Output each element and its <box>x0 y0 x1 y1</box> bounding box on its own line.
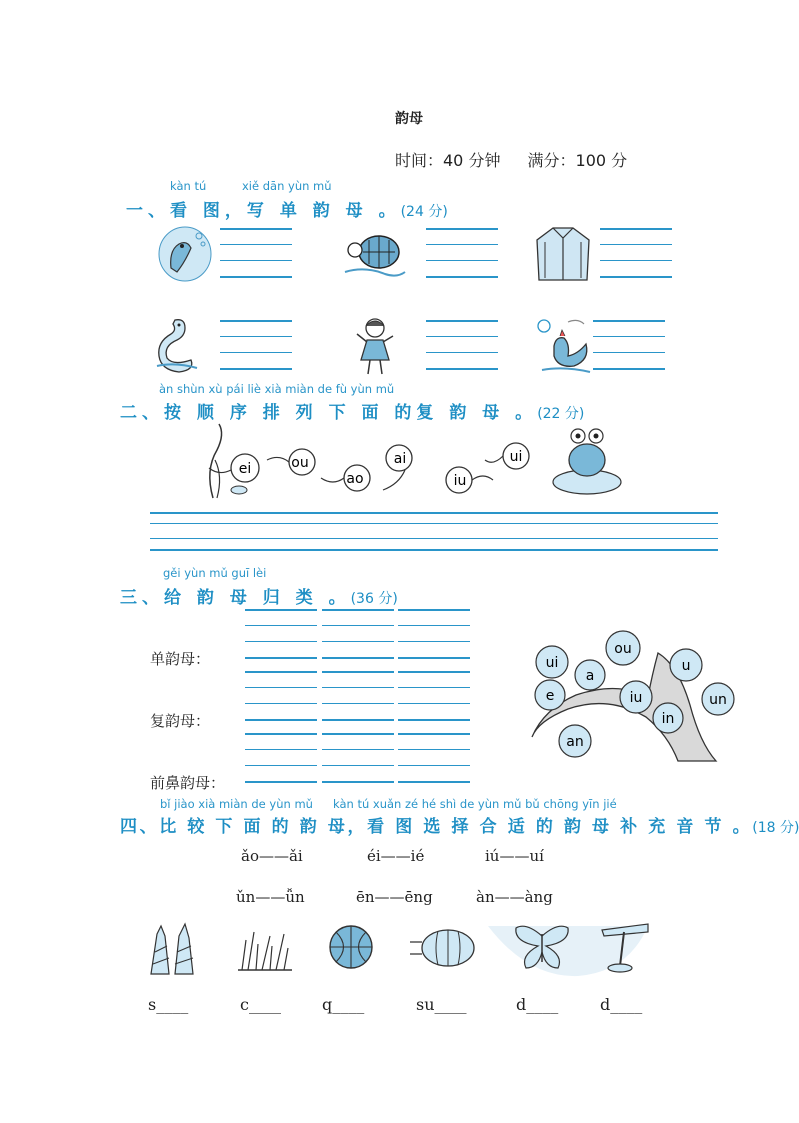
final-pair: éi——ié <box>367 847 425 865</box>
writing-line[interactable] <box>322 703 394 704</box>
writing-line[interactable] <box>245 671 317 673</box>
svg-text:iu: iu <box>629 690 643 706</box>
writing-line[interactable] <box>426 336 498 337</box>
final-pair: ǔn——ǚn <box>236 888 305 906</box>
svg-text:iu: iu <box>453 473 467 489</box>
writing-line[interactable] <box>322 765 394 766</box>
writing-line[interactable] <box>245 749 317 750</box>
section2-score: (22 分) <box>537 406 585 422</box>
category-single-finals: 单韵母： <box>150 650 211 668</box>
writing-line[interactable] <box>426 244 498 245</box>
writing-line[interactable] <box>322 609 394 611</box>
final-pair: ēn——ēng <box>356 888 433 906</box>
writing-line[interactable] <box>426 276 498 278</box>
writing-line[interactable] <box>245 781 317 783</box>
writing-line[interactable] <box>398 733 470 735</box>
section1-pinyin-b: xiě dān yùn mǔ <box>242 179 332 193</box>
writing-line[interactable] <box>245 625 317 626</box>
writing-line[interactable] <box>220 228 292 230</box>
svg-text:a: a <box>585 668 595 684</box>
writing-line[interactable] <box>426 368 498 370</box>
flower-e <box>535 680 565 710</box>
full-score: 满分：100 分 <box>527 151 628 170</box>
section1-heading <box>126 196 448 221</box>
writing-line[interactable] <box>600 228 672 230</box>
writing-line[interactable] <box>398 671 470 673</box>
writing-line[interactable] <box>245 641 317 642</box>
grass-icon <box>236 930 294 972</box>
svg-text:u: u <box>681 658 691 674</box>
writing-line[interactable] <box>150 512 718 514</box>
section1-pinyin-a: kàn tú <box>170 179 207 193</box>
svg-text:in: in <box>661 711 675 727</box>
goose-icon <box>155 316 199 376</box>
answer-blank-ball[interactable]: q____ <box>322 995 365 1014</box>
writing-line[interactable] <box>398 765 470 766</box>
answer-blank-lamp[interactable]: d____ <box>600 995 643 1014</box>
answer-blank-lantern[interactable]: su____ <box>416 995 467 1014</box>
flower-ui <box>536 646 568 678</box>
svg-text:e: e <box>545 688 555 704</box>
fish-icon <box>155 222 215 282</box>
flower-in <box>653 703 683 733</box>
flower-tree-illustration <box>528 625 736 765</box>
tadpole-ui <box>485 443 529 469</box>
desk-lamp-icon <box>598 922 652 974</box>
frog-icon <box>553 429 621 494</box>
svg-text:ei: ei <box>238 461 252 477</box>
writing-line[interactable] <box>322 641 394 642</box>
writing-line[interactable] <box>322 657 394 659</box>
flower-ou <box>606 631 640 665</box>
writing-line[interactable] <box>600 244 672 245</box>
rooster-icon <box>534 316 594 376</box>
writing-line[interactable] <box>593 336 665 337</box>
ball-icon <box>328 924 374 970</box>
turtle-icon <box>345 228 405 280</box>
category-compound-finals: 复韵母： <box>150 712 211 730</box>
time-limit: 时间：40 分钟 <box>395 151 501 170</box>
writing-line[interactable] <box>398 719 470 721</box>
section3-heading <box>120 583 398 608</box>
svg-text:ao: ao <box>346 471 364 487</box>
writing-line[interactable] <box>398 749 470 750</box>
writing-line[interactable] <box>245 657 317 659</box>
section3-title: 三、给 韵 母 归 类 。 <box>120 588 351 608</box>
flower-iu <box>620 681 652 713</box>
section2-pinyin: àn shùn xù pái liè xià miàn de fù yùn mǔ <box>159 382 395 396</box>
writing-line[interactable] <box>220 336 292 337</box>
section1-title: 一、看 图，写 单 韵 母 。 <box>126 201 401 221</box>
writing-line[interactable] <box>245 733 317 735</box>
section4-score: (18 分) <box>752 820 799 836</box>
writing-line[interactable] <box>150 523 718 524</box>
bamboo-shoot-icon <box>147 922 197 976</box>
section1-score: (24 分) <box>400 204 448 220</box>
writing-line[interactable] <box>398 703 470 704</box>
flower-u <box>670 649 702 681</box>
section2-title: 二、按 顺 序 排 列 下 面 的复 韵 母 。 <box>120 403 538 423</box>
writing-line[interactable] <box>150 538 718 539</box>
tadpole-illustration <box>195 420 635 502</box>
writing-line[interactable] <box>322 733 394 735</box>
page-title: 韵母 <box>395 111 423 127</box>
writing-line[interactable] <box>150 549 718 551</box>
writing-line[interactable] <box>322 687 394 688</box>
lantern-icon <box>408 926 482 970</box>
answer-blank-bamboo[interactable]: s____ <box>148 995 189 1014</box>
writing-line[interactable] <box>426 260 498 261</box>
writing-line[interactable] <box>398 781 470 783</box>
answer-blank-grass[interactable]: c____ <box>240 995 281 1014</box>
tadpole-ao <box>321 465 370 491</box>
writing-line[interactable] <box>398 657 470 659</box>
girl-dancing-icon <box>355 316 395 376</box>
writing-line[interactable] <box>426 320 498 322</box>
tadpole-ai <box>383 445 412 490</box>
writing-line[interactable] <box>322 749 394 750</box>
writing-line[interactable] <box>398 609 470 611</box>
writing-line[interactable] <box>322 781 394 783</box>
writing-line[interactable] <box>220 352 292 353</box>
svg-text:ou: ou <box>614 641 632 657</box>
section4-pinyin-a: bǐ jiào xià miàn de yùn mǔ <box>160 797 313 811</box>
svg-text:an: an <box>566 734 584 750</box>
flower-a <box>575 660 605 690</box>
writing-line[interactable] <box>245 765 317 766</box>
flower-an <box>559 725 591 757</box>
writing-line[interactable] <box>245 703 317 704</box>
flower-un <box>702 683 734 715</box>
exam-info <box>395 148 649 171</box>
butterfly-icon <box>512 922 572 972</box>
writing-line[interactable] <box>398 625 470 626</box>
writing-line[interactable] <box>600 276 672 278</box>
writing-line[interactable] <box>245 609 317 611</box>
svg-text:ui: ui <box>509 449 523 465</box>
writing-line[interactable] <box>593 368 665 370</box>
writing-line[interactable] <box>220 276 292 278</box>
tadpole-iu <box>446 467 493 493</box>
svg-text:un: un <box>709 692 727 708</box>
shirt-icon <box>535 224 591 282</box>
final-pair: àn——àng <box>476 888 553 906</box>
svg-text:ai: ai <box>393 451 407 467</box>
writing-line[interactable] <box>220 368 292 370</box>
writing-line[interactable] <box>426 352 498 353</box>
writing-line[interactable] <box>322 625 394 626</box>
writing-line[interactable] <box>322 719 394 721</box>
section4-pinyin-b: kàn tú xuǎn zé hé shì de yùn mǔ bǔ chōng yīn jié <box>333 797 617 811</box>
section3-pinyin: gěi yùn mǔ guī lèi <box>163 566 267 580</box>
answer-blank-butterfly[interactable]: d____ <box>516 995 559 1014</box>
section4-title: 四、比 较 下 面 的 韵 母，看 图 选 择 合 适 的 韵 母 补 充 音 节 。 <box>120 817 753 837</box>
writing-line[interactable] <box>220 244 292 245</box>
writing-line[interactable] <box>245 687 317 688</box>
writing-line[interactable] <box>220 260 292 261</box>
writing-line[interactable] <box>426 228 498 230</box>
category-nasal-finals: 前鼻韵母： <box>150 774 226 792</box>
final-pair: ǎo——ǎi <box>241 847 303 865</box>
svg-text:ui: ui <box>545 655 559 671</box>
final-pair: iú——uí <box>485 847 544 865</box>
writing-line[interactable] <box>322 671 394 673</box>
tadpole-ei <box>209 454 259 482</box>
writing-line[interactable] <box>398 687 470 688</box>
writing-line[interactable] <box>593 352 665 353</box>
writing-line[interactable] <box>245 719 317 721</box>
writing-line[interactable] <box>220 320 292 322</box>
svg-text:ou: ou <box>291 455 309 471</box>
writing-line[interactable] <box>398 641 470 642</box>
writing-line[interactable] <box>600 260 672 261</box>
section3-score: (36 分) <box>350 591 398 607</box>
writing-line[interactable] <box>593 320 665 322</box>
tadpole-ou <box>267 449 315 475</box>
section4-heading <box>120 812 799 837</box>
